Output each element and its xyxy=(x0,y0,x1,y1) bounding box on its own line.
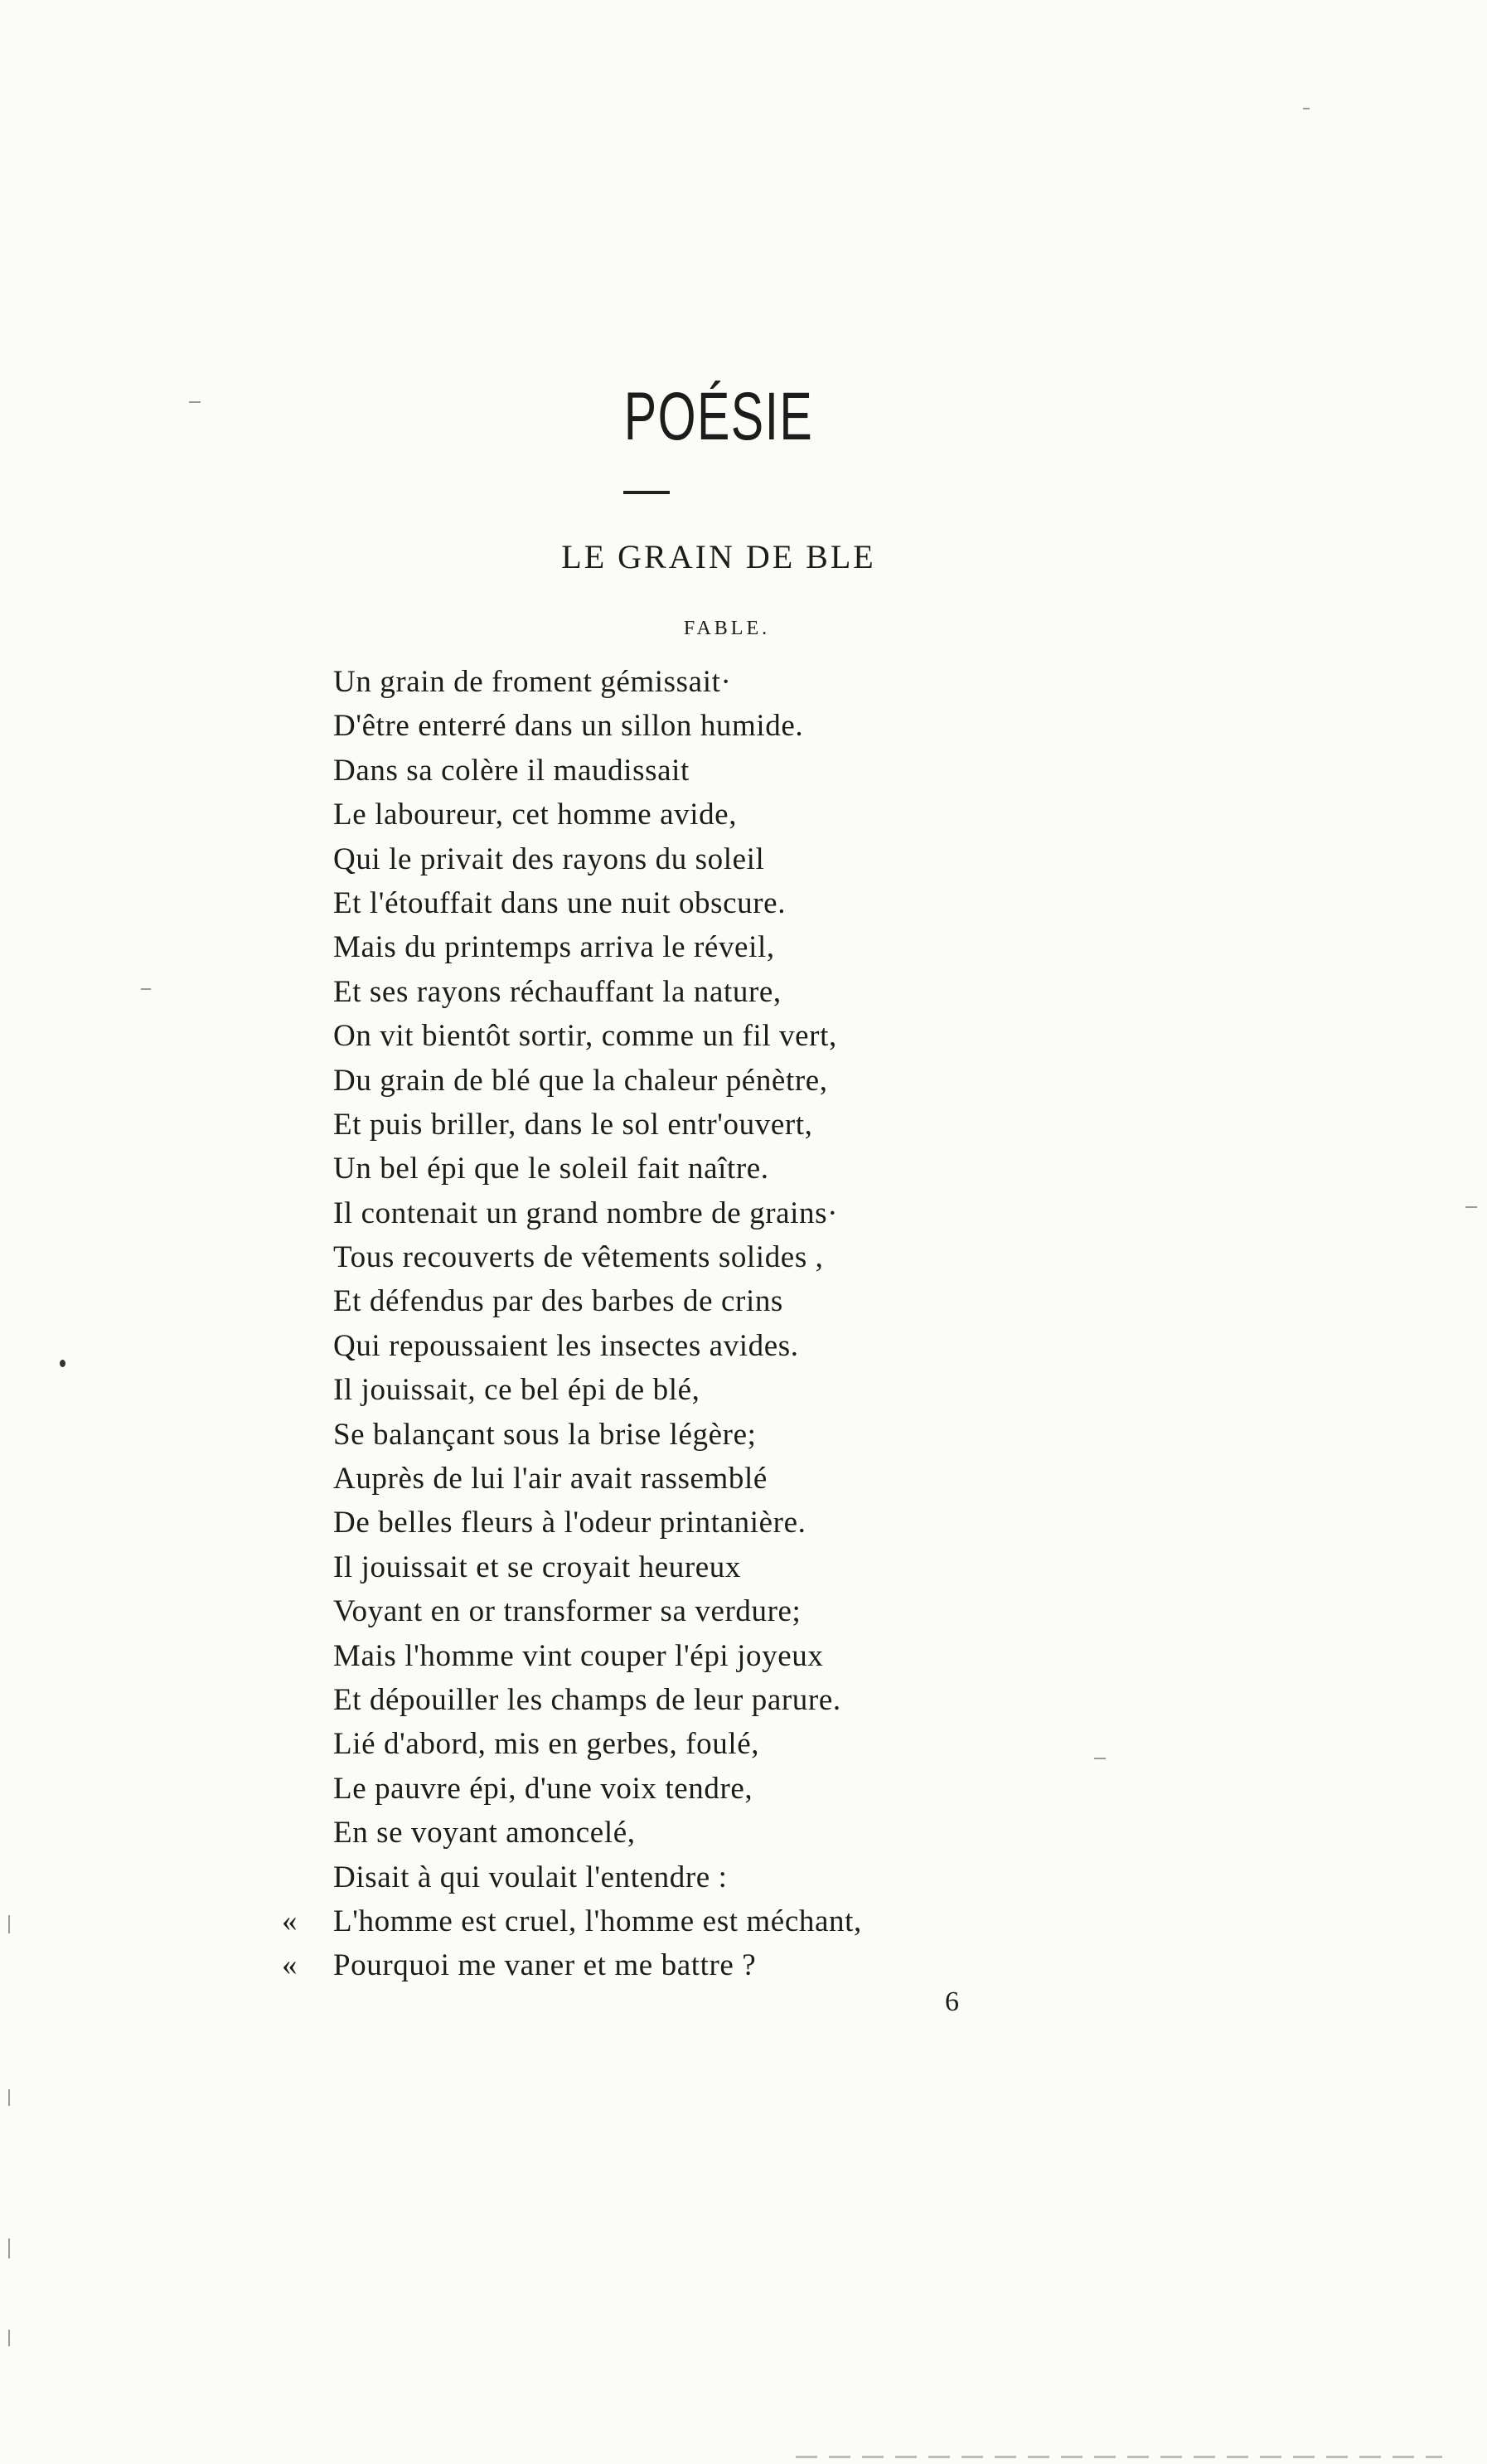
verse-line xyxy=(282,1147,1276,1191)
verse-line xyxy=(282,1059,1276,1103)
verse-text: Mais l'homme vint couper l'épi joyeux xyxy=(333,1638,824,1673)
verse-text: Qui le privait des rayons du soleil xyxy=(333,842,765,876)
verse-line xyxy=(282,749,1276,793)
verse-line xyxy=(282,1014,1276,1058)
verse-line xyxy=(282,1811,1276,1855)
verse-text: Et ses rayons réchauffant la nature, xyxy=(333,974,782,1009)
verse-text: Disait à qui voulait l'entendre : xyxy=(333,1860,728,1894)
verse-text: Il jouissait et se croyait heureux xyxy=(333,1550,742,1584)
verse-line xyxy=(282,1545,1276,1589)
scan-speck xyxy=(189,401,201,403)
verse-line xyxy=(282,1899,1276,1943)
quote-mark: « xyxy=(282,1948,298,1983)
scan-speck xyxy=(1303,108,1310,109)
verse-text: Et défendus par des barbes de crins xyxy=(333,1284,783,1319)
verse-text: Dans sa colère il maudissait xyxy=(333,753,690,788)
scan-speck xyxy=(8,2330,10,2346)
verse-text: Et l'étouffait dans une nuit obscure. xyxy=(333,885,787,920)
verse-text: Voyant en or transformer sa verdure; xyxy=(333,1594,802,1629)
verse-text: Qui repoussaient les insectes avides. xyxy=(333,1328,799,1363)
verse-line xyxy=(282,1943,1276,1987)
verse-line xyxy=(282,970,1276,1014)
verse-line xyxy=(282,1413,1276,1457)
verse-text: Du grain de blé que la chaleur pénètre, xyxy=(333,1063,828,1098)
verse-line xyxy=(282,1235,1276,1279)
verse-text: Il contenait un grand nombre de grains· xyxy=(333,1196,839,1230)
verse-line xyxy=(282,1501,1276,1545)
scan-speck xyxy=(8,2089,10,2106)
verse-line xyxy=(282,1324,1276,1368)
verse-text: Le laboureur, cet homme avide, xyxy=(333,798,738,832)
quote-mark: « xyxy=(282,1904,298,1938)
scan-speck xyxy=(141,988,151,990)
verse-line xyxy=(282,881,1276,925)
page-number: 6 xyxy=(945,1986,959,2017)
verse-line xyxy=(282,1722,1276,1766)
verse-text: L'homme est cruel, l'homme est méchant, xyxy=(333,1904,862,1938)
poem-subtitle: FABLE. xyxy=(683,618,771,639)
verse-text: Pourquoi me vaner et me battre ? xyxy=(333,1948,757,1983)
verse-text: Et puis briller, dans le sol entr'ouvert, xyxy=(333,1107,813,1142)
scan-edge-artifact xyxy=(796,2456,1442,2458)
verse-line xyxy=(282,704,1276,748)
verse-line xyxy=(282,1678,1276,1722)
verse-text: Un grain de froment gémissait· xyxy=(333,665,732,699)
verse-text: Mais du printemps arriva le réveil, xyxy=(333,930,775,965)
verse-text: Auprès de lui l'air avait rassemblé xyxy=(333,1462,768,1496)
verse-line xyxy=(282,1279,1276,1323)
verse-text: D'être enterré dans un sillon humide. xyxy=(333,709,804,744)
scan-speck xyxy=(60,1360,65,1367)
verse-text: Se balançant sous la brise légère; xyxy=(333,1417,757,1452)
verse-line xyxy=(282,925,1276,969)
verse-line xyxy=(282,660,1276,704)
verse-line xyxy=(282,1191,1276,1235)
verse-line xyxy=(282,1855,1276,1899)
verse-text: Lié d'abord, mis en gerbes, foulé, xyxy=(333,1727,760,1762)
scan-speck xyxy=(1094,1758,1106,1759)
verse-text: Un bel épi que le soleil fait naître. xyxy=(333,1152,769,1186)
verse-text: On vit bientôt sortir, comme un fil vert, xyxy=(333,1019,837,1054)
verse-text: De belles fleurs à l'odeur printanière. xyxy=(333,1506,806,1540)
verse-text: Et dépouiller les champs de leur parure. xyxy=(333,1682,841,1717)
poem-verses xyxy=(282,660,1276,1988)
section-title: POÉSIE xyxy=(623,379,814,454)
verse-text: En se voyant amoncelé, xyxy=(333,1816,636,1850)
verse-line xyxy=(282,1589,1276,1633)
verse-line xyxy=(282,837,1276,881)
scan-speck xyxy=(1465,1206,1477,1208)
verse-text: Il jouissait, ce bel épi de blé, xyxy=(333,1373,700,1408)
poem-title: LE GRAIN DE BLE xyxy=(561,538,876,575)
scan-speck xyxy=(8,2238,10,2258)
verse-line xyxy=(282,1368,1276,1412)
verse-line xyxy=(282,1634,1276,1678)
verse-text: Tous recouverts de vêtements solides , xyxy=(333,1240,824,1275)
verse-text: Le pauvre épi, d'une voix tendre, xyxy=(333,1771,753,1806)
verse-line xyxy=(282,1767,1276,1811)
verse-line xyxy=(282,793,1276,837)
verse-line xyxy=(282,1103,1276,1147)
scan-speck xyxy=(8,1915,10,1933)
verse-line xyxy=(282,1457,1276,1501)
title-rule xyxy=(623,491,670,494)
